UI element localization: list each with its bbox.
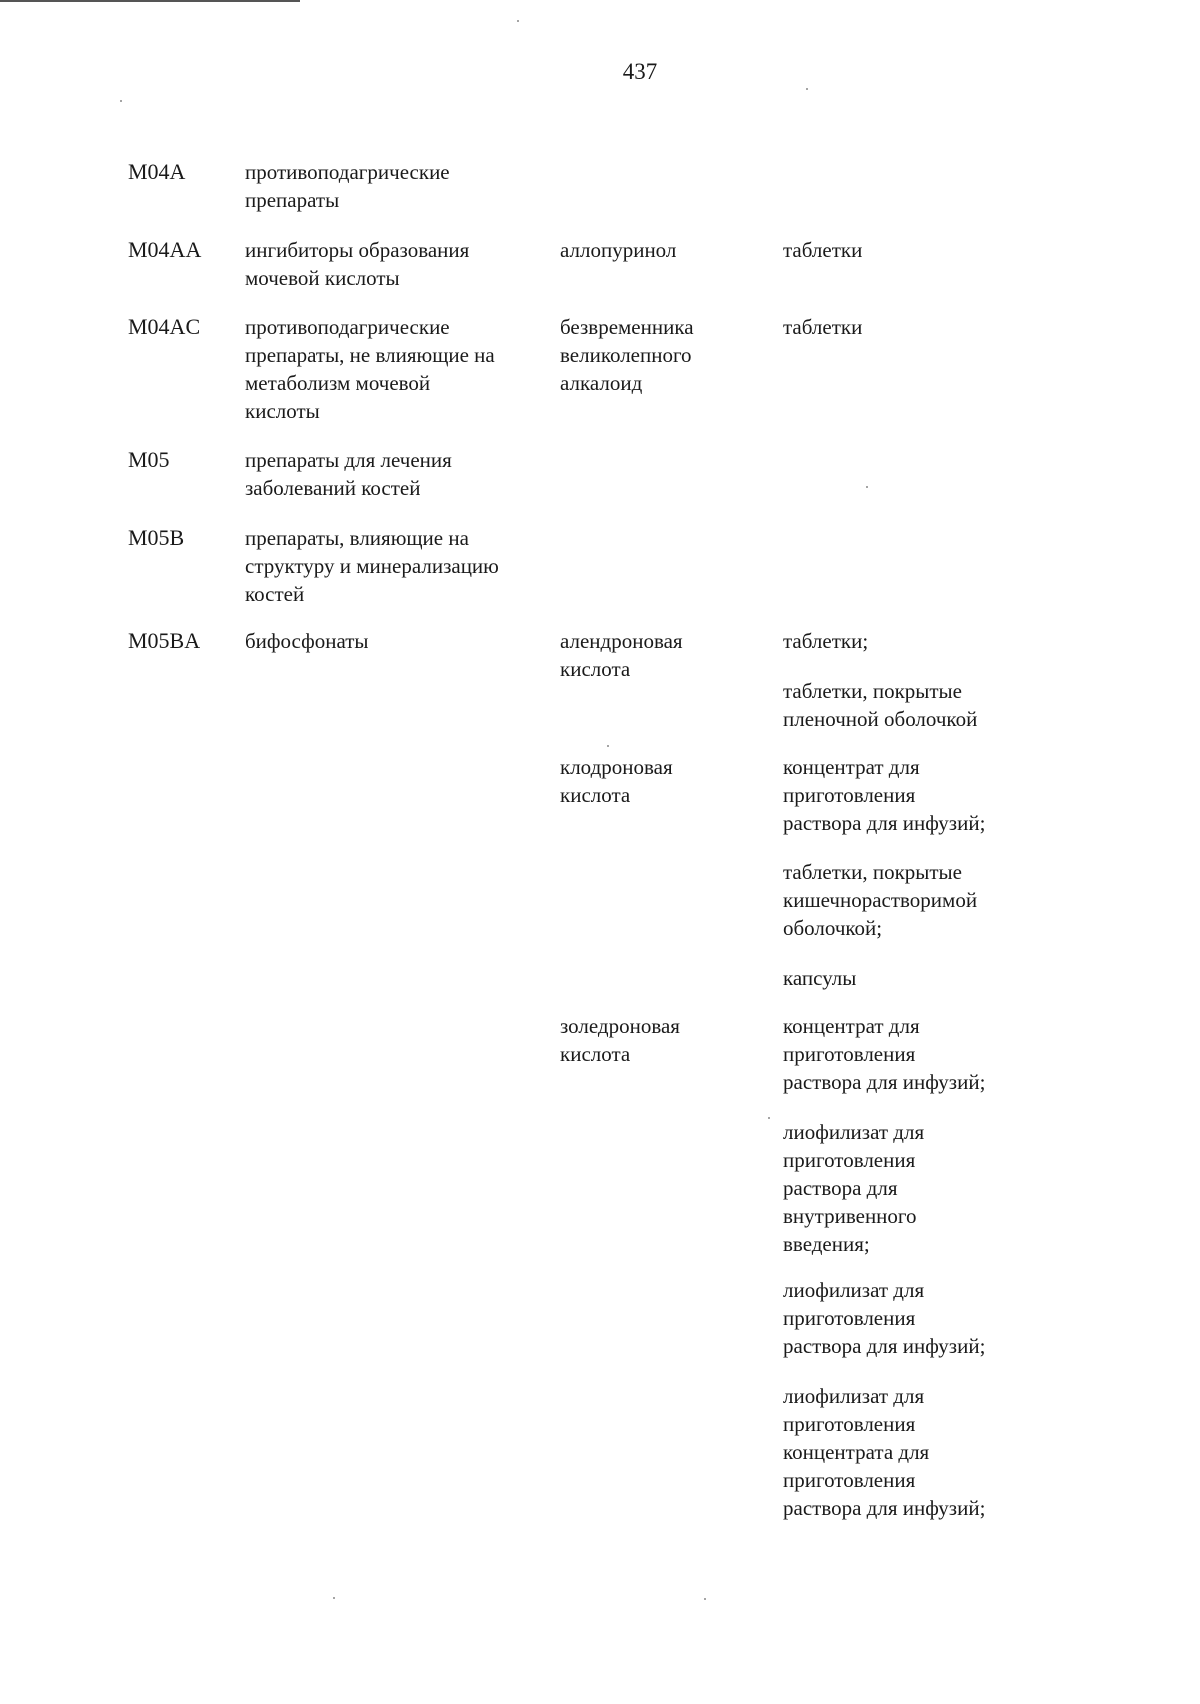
dosage-form: таблетки, покрытые пленочной оболочкой bbox=[783, 679, 978, 731]
atc-code: M04A bbox=[128, 159, 186, 184]
dosage-form: таблетки bbox=[783, 315, 863, 339]
atc-group-name: препараты для лечения заболеваний костей bbox=[245, 448, 452, 500]
dosage-form: лиофилизат для приготовления концентрата для приготовления раствора для инфузий; bbox=[783, 1384, 986, 1520]
scan-speck bbox=[333, 1597, 335, 1599]
atc-group-name: препараты, влияющие на структуру и минерализацию костей bbox=[245, 526, 499, 606]
atc-code: M04AC bbox=[128, 314, 201, 339]
atc-group-name: ингибиторы образования мочевой кислоты bbox=[245, 238, 470, 290]
atc-group-name: противоподагрические препараты, не влияющие на метаболизм мочевой кислоты bbox=[245, 315, 495, 423]
dosage-form: лиофилизат для приготовления раствора для внутривенного введения; bbox=[783, 1120, 925, 1256]
page-number: 437 bbox=[622, 59, 658, 84]
scan-speck bbox=[607, 745, 609, 747]
atc-group-name: противоподагрические препараты bbox=[245, 160, 450, 212]
atc-code: M05 bbox=[128, 447, 170, 472]
dosage-form: концентрат для приготовления раствора для инфузий; bbox=[783, 755, 986, 835]
substance-name: клодроновая кислота bbox=[560, 755, 673, 807]
dosage-form: таблетки bbox=[783, 238, 863, 262]
atc-code: M04AA bbox=[128, 237, 202, 262]
scan-speck bbox=[517, 20, 519, 22]
scan-speck bbox=[866, 486, 868, 488]
substance-name: алендроновая кислота bbox=[560, 629, 683, 681]
dosage-form: таблетки, покрытые кишечнорастворимой оболочкой; bbox=[783, 860, 978, 940]
dosage-form: капсулы bbox=[783, 966, 857, 990]
dosage-form: концентрат для приготовления раствора для инфузий; bbox=[783, 1014, 986, 1094]
substance-name: золедроновая кислота bbox=[560, 1014, 680, 1066]
scan-speck bbox=[120, 100, 122, 102]
scan-speck bbox=[704, 1598, 706, 1600]
atc-code: M05B bbox=[128, 525, 185, 550]
dosage-form: таблетки; bbox=[783, 629, 869, 653]
atc-group-name: бифосфонаты bbox=[245, 629, 369, 653]
substance-name: аллопуринол bbox=[560, 238, 677, 262]
atc-code: M05BA bbox=[128, 628, 201, 653]
scan-speck bbox=[806, 88, 808, 90]
scan-speck bbox=[768, 1117, 770, 1119]
dosage-form: лиофилизат для приготовления раствора для инфузий; bbox=[783, 1278, 986, 1358]
substance-name: безвременника великолепного алкалоид bbox=[560, 315, 694, 395]
scan-top-edge bbox=[0, 0, 300, 2]
